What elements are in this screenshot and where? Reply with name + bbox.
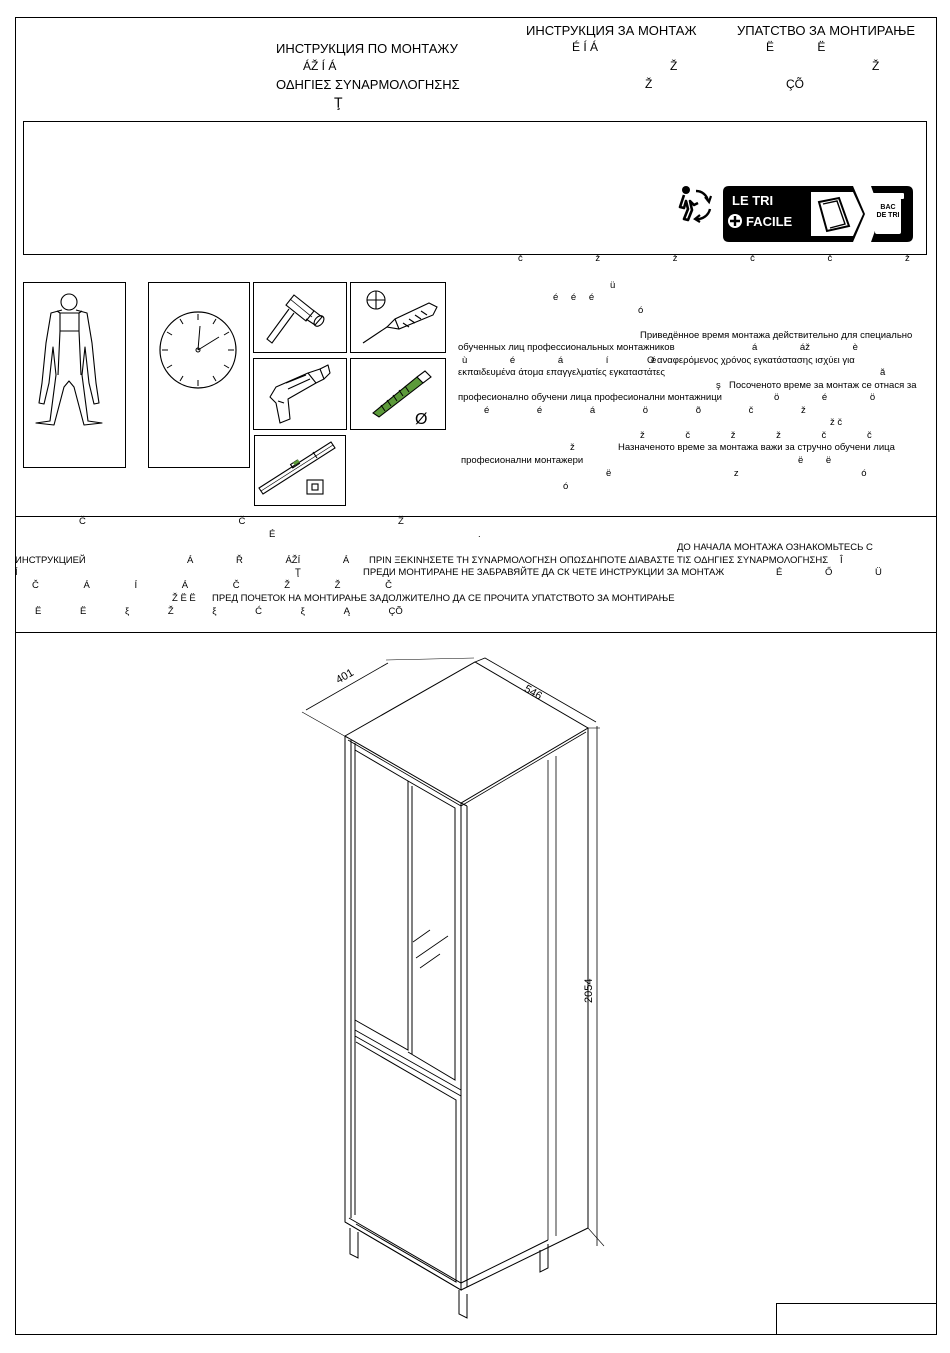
time-garbled-5: é é á ö õ č ž: [484, 405, 806, 416]
spirit-level-icon: [255, 436, 347, 507]
corner-box: [776, 1303, 937, 1335]
title-bg: ИНСТРУКЦИЯ ЗА МОНТАЖ: [526, 23, 697, 38]
logo-line-2: FACILE: [746, 214, 793, 229]
notice-garbled-9: Ž Ë Ë: [172, 593, 196, 604]
time-garbled-3: é é é: [553, 292, 595, 303]
title-ru: ИНСТРУКЦИЯ ПО МОНТАЖУ: [276, 41, 458, 56]
dimension-height: 2054: [583, 978, 595, 1003]
notice-garbled-10: Ë Ë ξ Ž ξ Ć ξ Ą ÇÕ: [35, 606, 403, 617]
header-garbled-6: Ž: [645, 77, 653, 91]
notice-garbled-6: Ţ: [295, 567, 301, 578]
notice-garbled-5: Í: [15, 567, 18, 578]
dimension-depth: 401: [334, 666, 356, 687]
time-el-garbled: ù é á í é: [462, 355, 657, 366]
triman-icon: [674, 183, 714, 225]
bin-text: BAC DE TRI: [876, 204, 900, 219]
time-sr-line-1: Назначеното време за монтажа важи за стручно обучени лица: [618, 442, 895, 453]
notice-sr: ПРЕД ПОЧЕТОК НА МОНТИРАЊЕ ЗАДОЛЖИТЕЛНО ДА СЕ ПРОЧИТА УПАТСТВОТО ЗА МОНТИРАЊЕ: [212, 593, 675, 604]
time-garbled-4: ó: [638, 305, 644, 316]
title-el: ΟΔΗΓΙΕΣ ΣΥΝΑΡΜΟΛΟΓΗΣΗΣ: [276, 77, 460, 92]
notice-garbled-7: É Ő Ü: [776, 567, 882, 578]
drill-icon: [254, 359, 348, 431]
time-el-line-1: Ο αναφερόμενος χρόνος εγκατάστασης ισχύει για: [647, 355, 855, 366]
title-sr: УПАТСТВО ЗА МОНТИРАЊЕ: [737, 23, 916, 38]
hammer-box: [253, 282, 347, 353]
time-bg-line-2: професионално обучени лица професионални монтажници: [458, 392, 722, 403]
notice-garbled-3: Á Ř ÁŽÍ Á: [187, 555, 350, 566]
hammer-icon: [254, 283, 348, 354]
time-garbled-6a: ž č: [830, 417, 843, 428]
dimension-width: 546: [522, 683, 544, 703]
notice-ru: ДО НАЧАЛА МОНТАЖА ОЗНАКОМЬТЕСЬ С: [677, 542, 873, 553]
level-box: [254, 435, 346, 506]
le-tri-facile-logo: [723, 186, 913, 242]
notice-garbled-2: É .: [269, 529, 481, 540]
header-garbled-3: Ë Ë: [766, 40, 826, 54]
notice-garbled-8: Č Á Í Á Č Ž Ž Č: [32, 580, 392, 591]
drill-bit-icon: [351, 359, 447, 431]
time-el-line-2: εκπαιδευμένα άτομα επαγγελματίες εγκαταστάτες: [458, 367, 665, 378]
time-garbled-2: ü: [610, 280, 616, 291]
diameter-symbol: Ø: [415, 411, 428, 428]
time-garbled-1: č ž ž č č ž: [518, 253, 910, 264]
header-garbled-7: ÇÕ: [786, 77, 804, 91]
drill-box: [253, 358, 347, 430]
assembly-time-box: [148, 282, 250, 468]
header-garbled-5: Ž: [872, 59, 880, 73]
person-icon: [24, 283, 127, 469]
header-garbled-4: Ž: [670, 59, 678, 73]
cabinet-drawing: [290, 652, 620, 1322]
notice-garbled-4: Î: [840, 555, 843, 566]
time-garbled-9: ó: [563, 481, 569, 492]
time-ru-line-2: обученных лиц профессиональных монтажников: [458, 342, 675, 353]
two-persons-box: [23, 282, 126, 468]
time-ru-garbled: á áž è: [752, 342, 858, 353]
time-sr-garbled: ž: [570, 442, 575, 453]
screwdriver-box: [350, 282, 446, 353]
header-garbled-2: É Í Á: [572, 40, 599, 54]
notice-el: ΠΡΙΝ ΞΕΚΙΝΗΣΕΤΕ ΤΗ ΣΥΝΑΡΜΟΛΟΓΗΣΗ ΟΠΩΣΔΗΠΟΤΕ ΔΙΑΒΑΣΤΕ ΤΙΣ ΟΔΗΓΙΕΣ ΣΥΝΑΡΜΟΛΟΓΗΣΗΣ: [369, 555, 829, 566]
notice-bg: ПРЕДИ МОНТИРАНЕ НЕ ЗАБРАВЯЙТЕ ДА СК ЧЕТЕ ИНСТРУКЦИИ ЗА МОНТАЖ: [363, 567, 725, 578]
header-garbled-8: Ţ: [334, 94, 343, 110]
drill-bit-box: [350, 358, 446, 430]
header-garbled-1: ÁŽ Í Á: [303, 59, 337, 73]
time-garbled-8: ë z ó: [606, 468, 867, 479]
time-bg-garbled: ş: [716, 380, 721, 391]
time-ru-line-1: Приведённое время монтажа действительно для специально: [640, 330, 913, 341]
clock-icon: [149, 283, 251, 469]
notice-garbled-1: Č Č Ž: [79, 516, 404, 527]
time-bg-garbled-2: ö é ö: [774, 392, 876, 403]
screwdriver-icon: [351, 283, 447, 354]
time-sr-line-2: професионални монтажери: [461, 455, 584, 466]
section-divider-2: [15, 632, 937, 633]
time-sr-garbled-2: ë ë: [798, 455, 832, 466]
time-garbled-7: ž č ž ž č č: [640, 430, 872, 441]
time-el-garbled-2: ă: [880, 367, 886, 378]
notice-ru-2: ИНСТРУКЦИЕЙ: [15, 555, 86, 566]
logo-line-1: LE TRI: [732, 193, 774, 208]
time-bg-line-1: Посоченото време за монтаж се отнася за: [729, 380, 917, 391]
